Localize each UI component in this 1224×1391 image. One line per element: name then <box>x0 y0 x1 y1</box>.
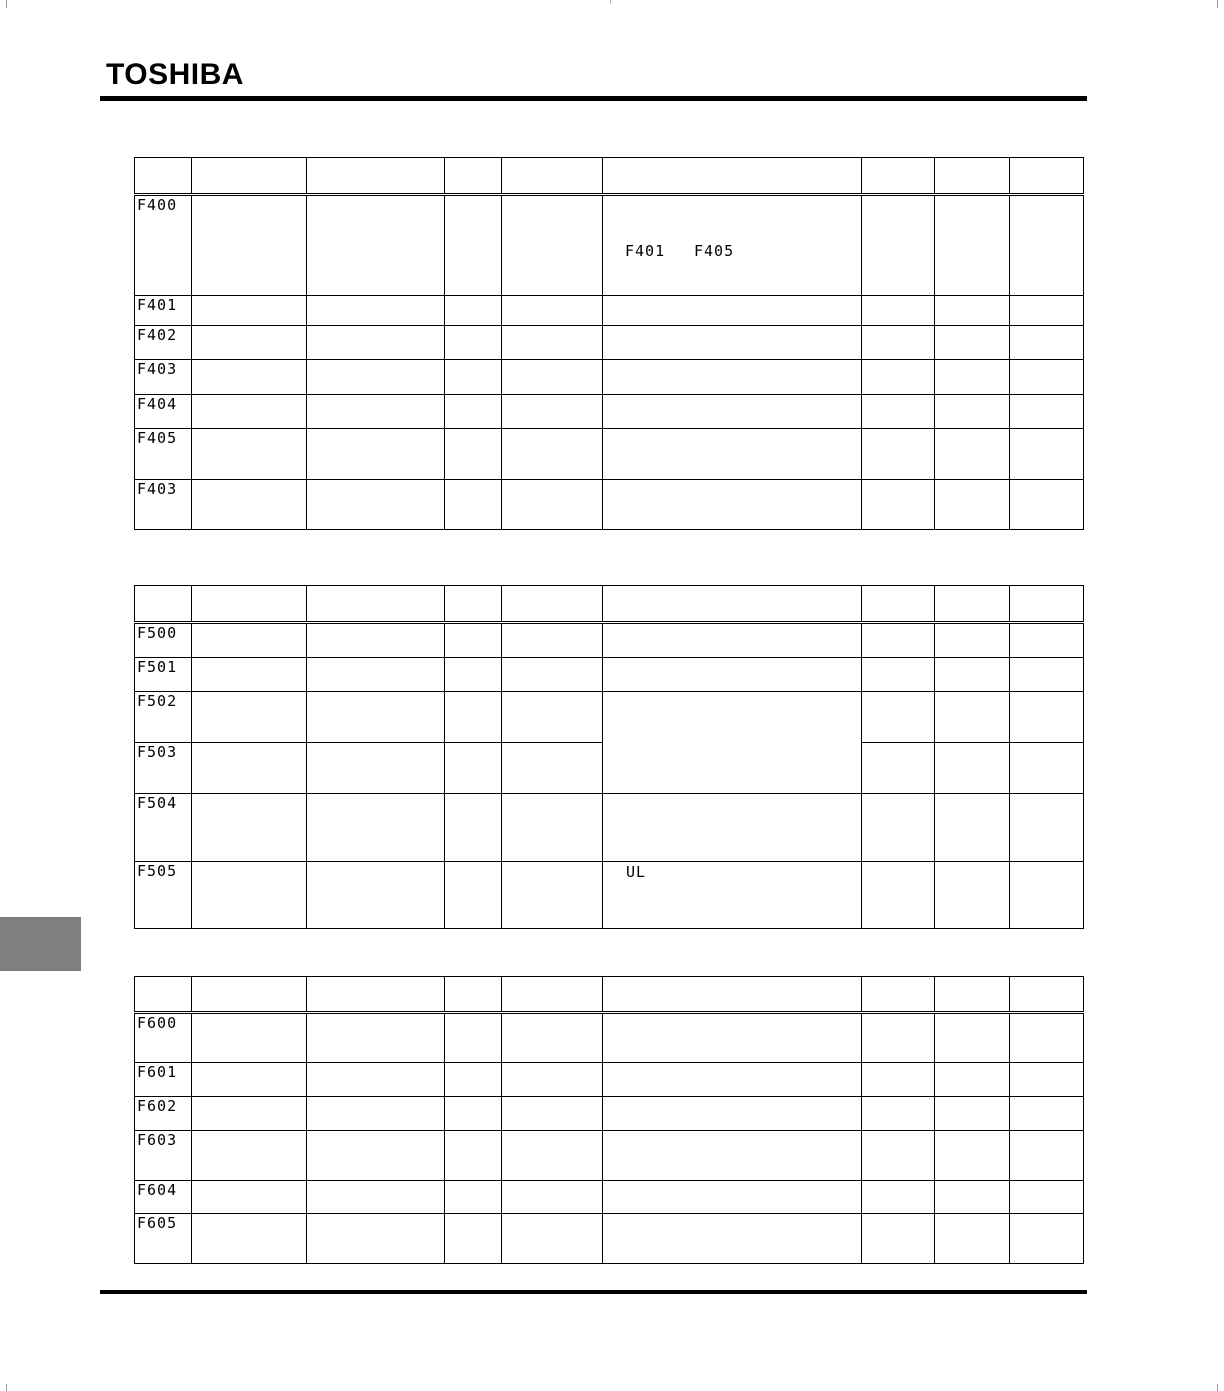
table-row <box>135 326 1084 360</box>
table-row <box>135 623 1084 658</box>
chapter-tab <box>0 917 81 971</box>
param-code: F404 <box>137 395 178 413</box>
table-row <box>135 195 1084 296</box>
param-code: F400 <box>137 196 178 214</box>
param-code: F603 <box>137 1131 178 1149</box>
table-row <box>135 658 1084 692</box>
range-start-code: F401 <box>625 242 666 260</box>
table-row <box>135 1013 1084 1063</box>
table-row <box>135 1063 1084 1097</box>
param-code: F501 <box>137 658 178 676</box>
parameter-table-f600 <box>134 976 1084 1264</box>
table-row <box>135 296 1084 326</box>
table-row <box>135 1214 1084 1264</box>
table-row <box>135 1097 1084 1131</box>
param-code: F403 <box>137 360 178 378</box>
param-code: F502 <box>137 692 178 710</box>
crop-mark-top-center <box>610 0 611 4</box>
crop-mark-top-right <box>1217 0 1218 8</box>
table-header-row <box>135 158 1084 195</box>
param-code: F604 <box>137 1181 178 1199</box>
range-end-code: F405 <box>694 242 735 260</box>
table-row <box>135 692 1084 743</box>
param-code: F402 <box>137 326 178 344</box>
param-code: F403 <box>137 480 178 498</box>
header-rule <box>100 96 1087 101</box>
table-header-row <box>135 977 1084 1013</box>
param-code: F601 <box>137 1063 178 1081</box>
crop-mark-bottom-left <box>6 1384 7 1391</box>
param-code: F505 <box>137 862 178 880</box>
parameter-table-f400 <box>134 157 1084 530</box>
param-code: F401 <box>137 296 178 314</box>
table-row <box>135 429 1084 480</box>
table-row <box>135 794 1084 862</box>
table-row <box>135 395 1084 429</box>
table-row <box>135 360 1084 395</box>
table-row <box>135 480 1084 530</box>
parameter-table-f500 <box>134 585 1084 929</box>
merged-description-cell <box>603 692 862 794</box>
table-row <box>135 1181 1084 1214</box>
crop-mark-bottom-right <box>1217 1384 1218 1391</box>
param-code: F405 <box>137 429 178 447</box>
table-row <box>135 1131 1084 1181</box>
param-code: F503 <box>137 743 178 761</box>
param-code: F605 <box>137 1214 178 1232</box>
param-code: F600 <box>137 1014 178 1032</box>
footer-rule <box>100 1290 1087 1294</box>
ul-code: UL <box>626 863 647 881</box>
param-code: F500 <box>137 624 178 642</box>
param-code: F504 <box>137 794 178 812</box>
param-code: F602 <box>137 1097 178 1115</box>
brand-logo: TOSHIBA <box>106 58 244 91</box>
table-row <box>135 862 1084 929</box>
crop-mark-top-left <box>6 0 7 8</box>
table-header-row <box>135 586 1084 623</box>
